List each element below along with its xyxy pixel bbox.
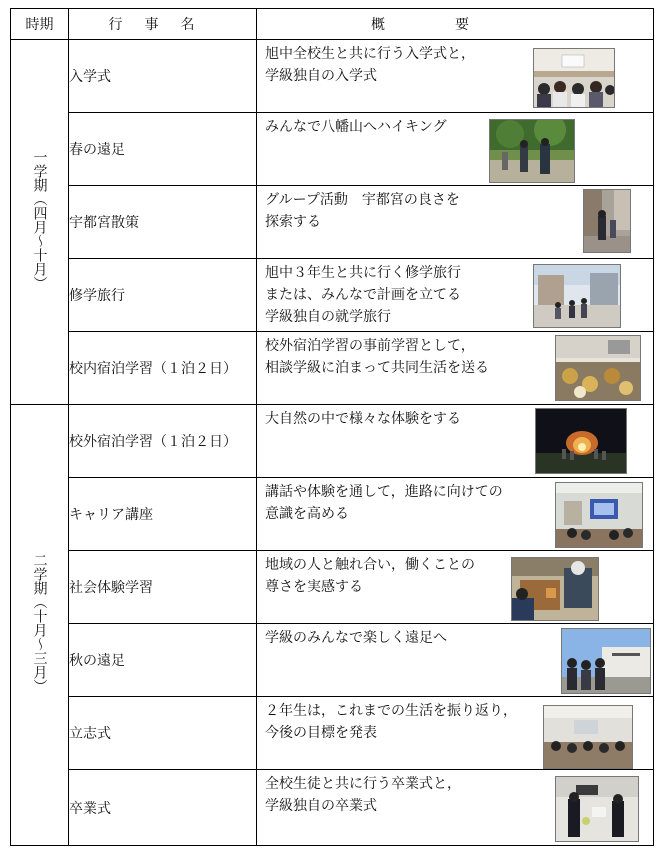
- table-row: [11, 259, 654, 332]
- event-summary: [257, 697, 654, 770]
- term-2-cell: [11, 405, 69, 846]
- event-summary-text: 校外宿泊学習の事前学習として， 相談学級に泊まって共同生活を送る: [265, 338, 489, 376]
- event-summary-text: 学級のみんなで楽しく遠足へ: [265, 630, 447, 646]
- event-name: 校内宿泊学習（１泊２日）: [69, 332, 257, 405]
- event-schedule-table: [10, 8, 654, 846]
- table-row: [11, 478, 654, 551]
- event-summary-text: 旭中３年生と共に行く修学旅行 または、みんなで計画を立てる 学級独自の就学旅行: [265, 265, 461, 325]
- event-summary-text: みんなで八幡山へハイキング: [265, 119, 447, 135]
- event-summary-text: 全校生徒と共に行う卒業式と， 学級独自の卒業式: [265, 776, 461, 814]
- event-name: 春の遠足: [69, 113, 257, 186]
- career-lecture-photo: [555, 482, 643, 548]
- table-row: [11, 770, 654, 846]
- hiking-photo: [489, 119, 575, 183]
- table-row: [11, 113, 654, 186]
- event-summary-text: 講話や体験を通して，進路に向けての 意識を高める: [265, 484, 503, 522]
- event-summary-text: グループ活動 宇都宮の良さを 探索する: [265, 192, 460, 230]
- event-summary: [257, 186, 654, 259]
- event-name: 秋の遠足: [69, 624, 257, 697]
- event-name: 立志式: [69, 697, 257, 770]
- table-row: [11, 697, 654, 770]
- table-row: [11, 332, 654, 405]
- graduation-ceremony-photo: [555, 776, 639, 842]
- event-summary: [257, 770, 654, 846]
- term-1-label: 一学期（四月〜十月）: [31, 150, 48, 290]
- header-event-name: 行事名: [69, 9, 257, 40]
- event-summary: [257, 405, 654, 478]
- in-school-stay-photo: [555, 335, 641, 401]
- event-name: 宇都宮散策: [69, 186, 257, 259]
- table-row: [11, 551, 654, 624]
- event-summary: [257, 40, 654, 113]
- entrance-ceremony-photo: [533, 48, 615, 108]
- table-row: [11, 186, 654, 259]
- event-name: 修学旅行: [69, 259, 257, 332]
- event-name: 社会体験学習: [69, 551, 257, 624]
- event-summary: [257, 624, 654, 697]
- event-summary: [257, 332, 654, 405]
- table-row: [11, 624, 654, 697]
- term-2-label: 二学期（十月〜三月）: [31, 553, 48, 693]
- event-name: 校外宿泊学習（１泊２日）: [69, 405, 257, 478]
- event-name: 卒業式: [69, 770, 257, 846]
- school-trip-photo: [533, 264, 621, 328]
- event-name: キャリア講座: [69, 478, 257, 551]
- event-summary-text: 大自然の中で様々な体験をする: [265, 411, 461, 427]
- autumn-excursion-photo: [561, 628, 651, 694]
- city-walk-photo: [583, 189, 631, 253]
- work-experience-photo: [511, 557, 599, 621]
- event-summary: [257, 478, 654, 551]
- campfire-photo: [535, 408, 627, 474]
- event-name: 入学式: [69, 40, 257, 113]
- event-summary: [257, 551, 654, 624]
- event-summary: [257, 113, 654, 186]
- table-row: [11, 40, 654, 113]
- event-summary-text: ２年生は，これまでの生活を振り返り， 今後の目標を発表: [265, 703, 517, 741]
- header-term: 時期: [11, 9, 69, 40]
- term-1-cell: [11, 40, 69, 405]
- resolution-ceremony-photo: [543, 705, 633, 769]
- event-summary: [257, 259, 654, 332]
- header-row: [11, 9, 654, 40]
- table-row: [11, 405, 654, 478]
- event-summary-text: 地域の人と触れ合い，働くことの 尊さを実感する: [265, 557, 475, 595]
- event-summary-text: 旭中全校生と共に行う入学式と， 学級独自の入学式: [265, 46, 475, 84]
- header-summary: 概要: [257, 9, 654, 40]
